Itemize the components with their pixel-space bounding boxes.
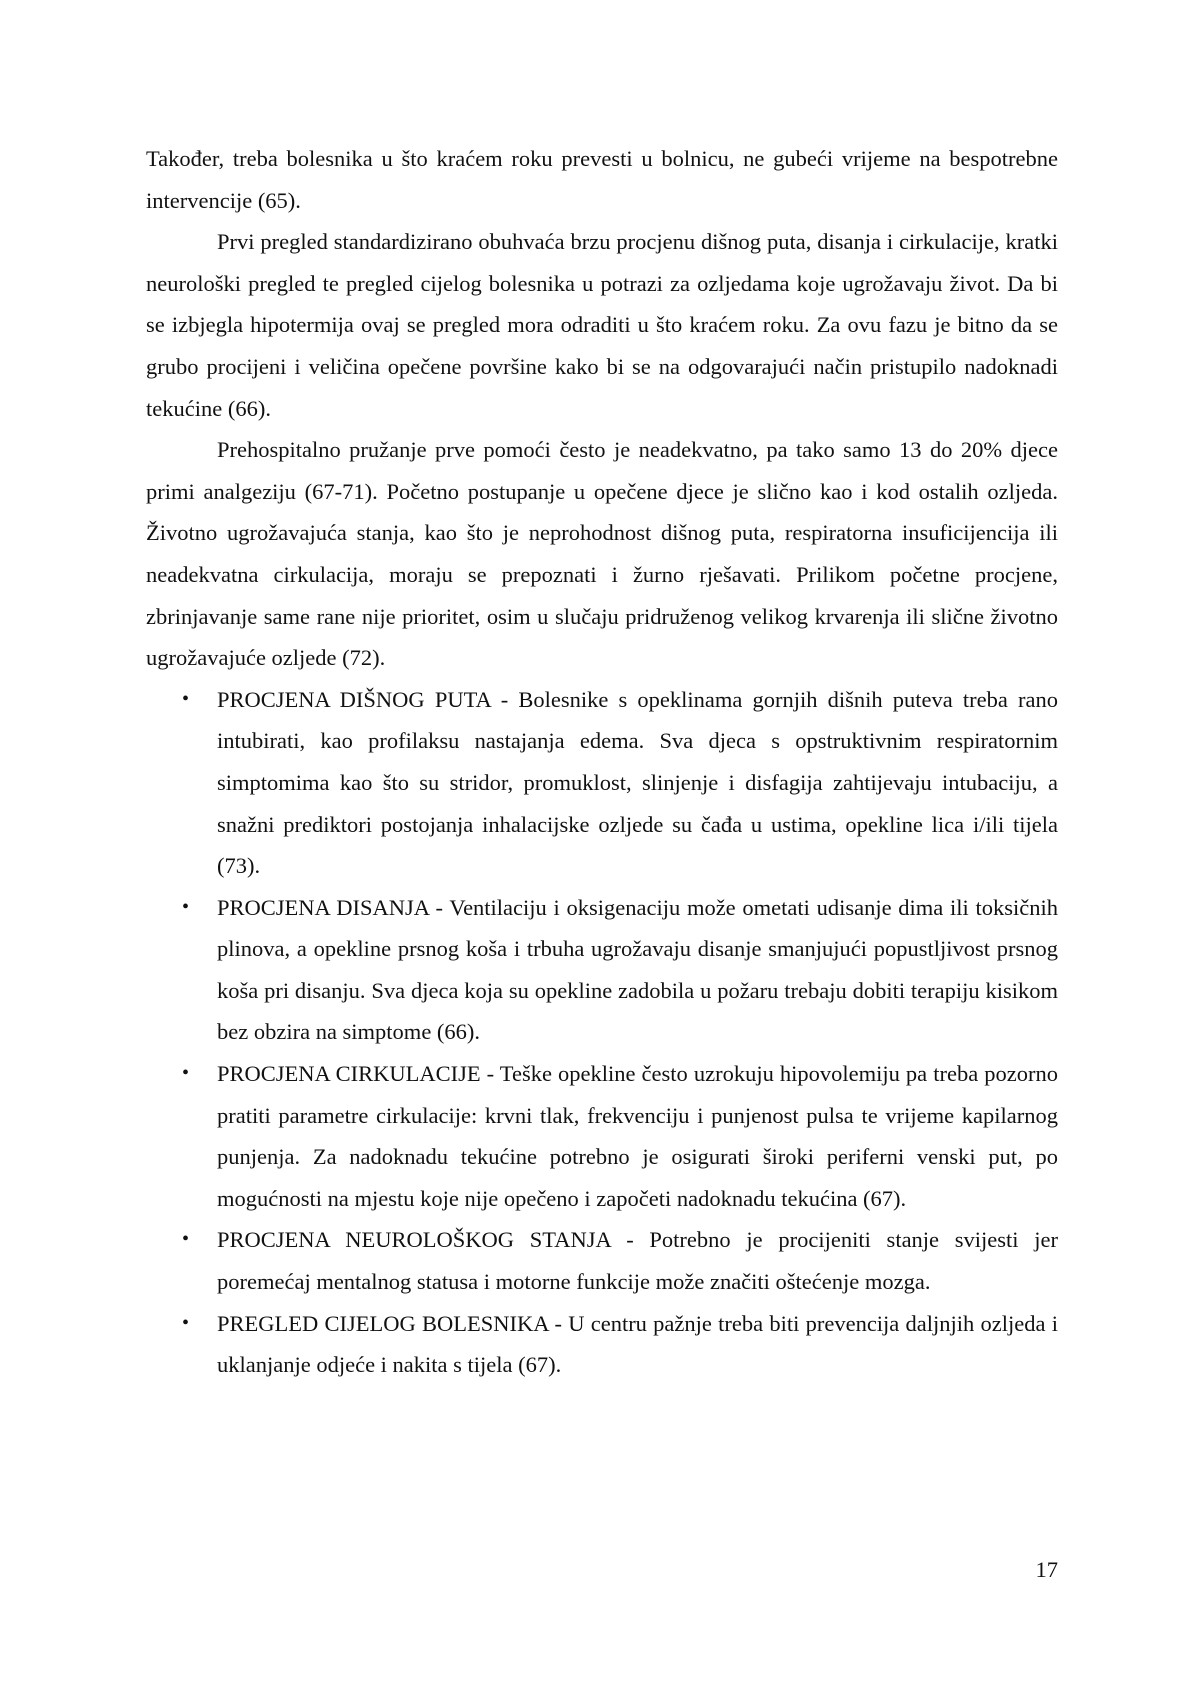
bullet-icon: •: [182, 687, 190, 710]
paragraph-continuation: Također, treba bolesnika u što kraćem roku prevesti u bolnicu, ne gubeći vrijeme na bespotrebne intervencije (65).: [146, 146, 1058, 213]
bullet-icon: •: [182, 1062, 190, 1085]
bullet-item-circulation: [146, 1053, 1058, 1219]
bullet-item-breathing: [146, 887, 1058, 1053]
bullet-text-circulation: PROCJENA CIRKULACIJE - Teške opekline često uzrokuju hipovolemiju pa treba pozorno pratiti parametre cirkulacije: krvni tlak, frekvenciju i punjenost pulsa te vrijeme kapilarnog punjenja. Za nadoknadu tekućine potrebno je osigurati široki periferni venski put, po mogućnosti na mjestu koje nije opečeno i započeti nadoknadu tekućina (67).: [217, 1061, 1058, 1211]
bullet-icon: •: [182, 1228, 190, 1251]
bullet-item-airway: [146, 679, 1058, 887]
bullet-icon: •: [182, 895, 190, 918]
bullet-text-full-examination: PREGLED CIJELOG BOLESNIKA - U centru pažnje treba biti prevencija daljnjih ozljeda i uklanjanje odjeće i nakita s tijela (67).: [217, 1310, 1058, 1378]
bullet-icon: •: [182, 1311, 190, 1334]
page-number: 17: [1035, 1557, 1058, 1582]
assessment-bullet-list: [146, 679, 1058, 1386]
bullet-item-neurological: [146, 1219, 1058, 1302]
paragraph-prehospital-care: Prehospitalno pružanje prve pomoći često je neadekvatno, pa tako samo 13 do 20% djece primi analgeziju (67-71). Početno postupanje u opečene djece je slično kao i kod ostalih ozljeda. Životno ugrožavajuća stanja, kao što je neprohodnost dišnog puta, respiratorna insuficijencija ili neadekvatna cirkulacija, moraju se prepoznati i žurno rješavati. Prilikom početne procjene, zbrinjavanje same rane nije prioritet, osim u slučaju pridruženog velikog krvarenja ili slične životno ugrožavajuće ozljede (72).: [146, 437, 1058, 671]
bullet-text-airway: PROCJENA DIŠNOG PUTA - Bolesnike s opeklinama gornjih dišnih puteva treba rano intubirati, kao profilaksu nastajanja edema. Sva djeca s opstruktivnim respiratornim simptomima kao što su stridor, promuklost, slinjenje i disfagija zahtijevaju intubaciju, a snažni prediktori postojanja inhalacijske ozljede su čađa u ustima, opekline lica i/ili tijela (73).: [217, 686, 1058, 879]
bullet-item-full-examination: [146, 1303, 1058, 1386]
bullet-text-breathing: PROCJENA DISANJA - Ventilaciju i oksigenaciju može ometati udisanje dima ili toksičnih plinova, a opekline prsnog koša i trbuha ugrožavaju disanje smanjujući popustljivost prsnog koša pri disanju. Sva djeca koja su opekline zadobila u požaru trebaju dobiti terapiju kisikom bez obzira na simptome (66).: [217, 894, 1058, 1045]
paragraph-first-examination: Prvi pregled standardizirano obuhvaća brzu procjenu dišnog puta, disanja i cirkulacije, kratki neurološki pregled te pregled cijelog bolesnika u potrazi za ozljedama koje ugrožavaju život. Da bi se izbjegla hipotermija ovaj se pregled mora odraditi u što kraćem roku. Za ovu fazu je bitno da se grubo procijeni i veličina opečene površine kako bi se na odgovarajući način pristupilo nadoknadi tekućine (66).: [146, 229, 1058, 421]
bullet-text-neurological: PROCJENA NEUROLOŠKOG STANJA - Potrebno je procijeniti stanje svijesti jer poremećaj mentalnog statusa i motorne funkcije može značiti oštećenje mozga.: [217, 1227, 1058, 1295]
page-body: [146, 138, 1058, 1386]
